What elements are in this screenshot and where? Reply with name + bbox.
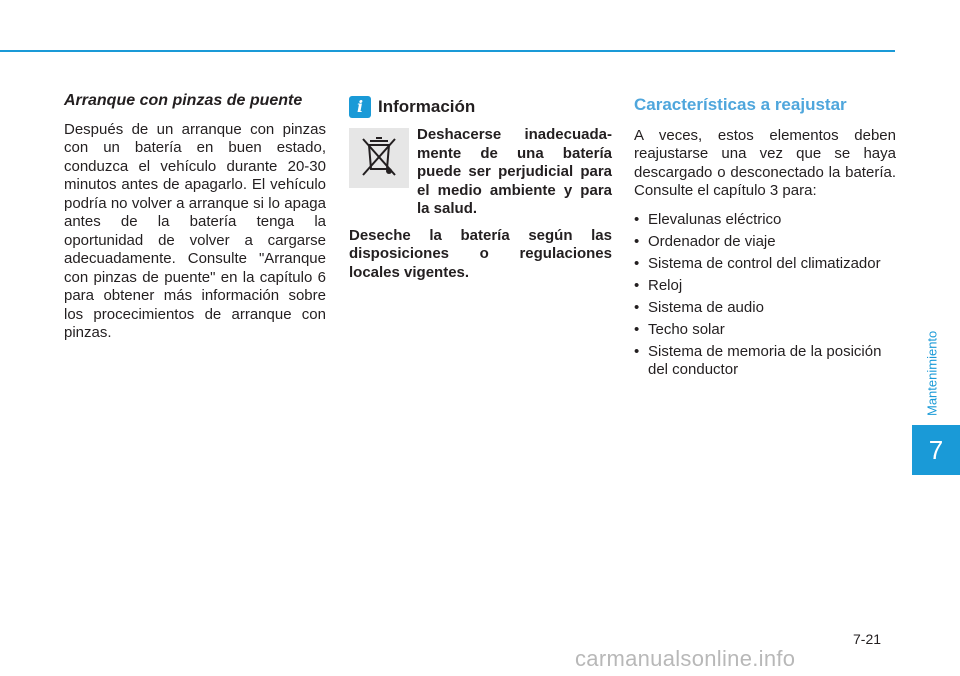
info-title: Información xyxy=(378,96,476,116)
list-item: • Elevalunas eléctrico xyxy=(634,210,782,228)
chapter-tab: 7 xyxy=(912,425,960,475)
top-rule xyxy=(0,50,895,52)
list-item: • Sistema de memoria de la posición del conductor xyxy=(634,342,882,378)
info-body xyxy=(349,126,612,219)
left-column xyxy=(64,92,326,343)
watermark: carmanualsonline.info xyxy=(575,646,796,671)
crossed-out-bin-icon-svg xyxy=(359,135,399,181)
middle-column xyxy=(349,92,612,282)
reset-features-intro: A veces, estos elementos deben reajustarse una vez que se haya descargado o desconectado la batería. Consulte el capítulo 3 para: xyxy=(634,126,896,199)
info-header xyxy=(349,96,612,118)
list-item: • Sistema de control del climatizador xyxy=(634,254,881,272)
list-item: • Techo solar xyxy=(634,320,725,338)
bullet: • xyxy=(634,342,640,360)
list-item: • Ordenador de viaje xyxy=(634,232,776,250)
bullet: • xyxy=(634,254,640,272)
list-item: • Reloj xyxy=(634,276,683,294)
bullet: • xyxy=(634,298,640,316)
disposal-instruction: Deseche la batería según las disposiciones o regulaciones locales vigentes. xyxy=(349,226,612,281)
jump-start-subheading: Arranque con pinzas de puente xyxy=(64,92,303,109)
bullet: • xyxy=(634,210,640,228)
page-number: 7-21 xyxy=(853,631,882,647)
bullet: • xyxy=(634,232,640,250)
bullet: • xyxy=(634,276,640,294)
bullet: • xyxy=(634,320,640,338)
reset-features-list xyxy=(634,211,896,380)
right-column xyxy=(634,92,896,383)
list-item: • Sistema de audio xyxy=(634,298,764,316)
section-label: Mantenimiento xyxy=(924,330,940,416)
reset-features-title: Características a reajustar xyxy=(634,95,847,114)
jump-start-paragraph: Después de un arranque con pinzas con un batería en buen estado, conduzca el vehículo durante 20-30 minutos antes de apagarlo. El vehículo podría no volver a arranque si lo apaga antes de la batería tenga la oportunidad de volver a cargarse adecuadamente. Consulte "Arranque con pinzas de puente" en la capítulo 6 para obtener más información sobre los procecimientos de arranque con pinzas. xyxy=(64,120,326,341)
info-icon: i xyxy=(349,96,371,118)
crossed-out-bin-icon xyxy=(349,128,409,188)
disposal-warning: Deshacerse inadecuada-mente de una batería puede ser perjudicial para el medio ambiente y para la salud. xyxy=(417,126,612,217)
